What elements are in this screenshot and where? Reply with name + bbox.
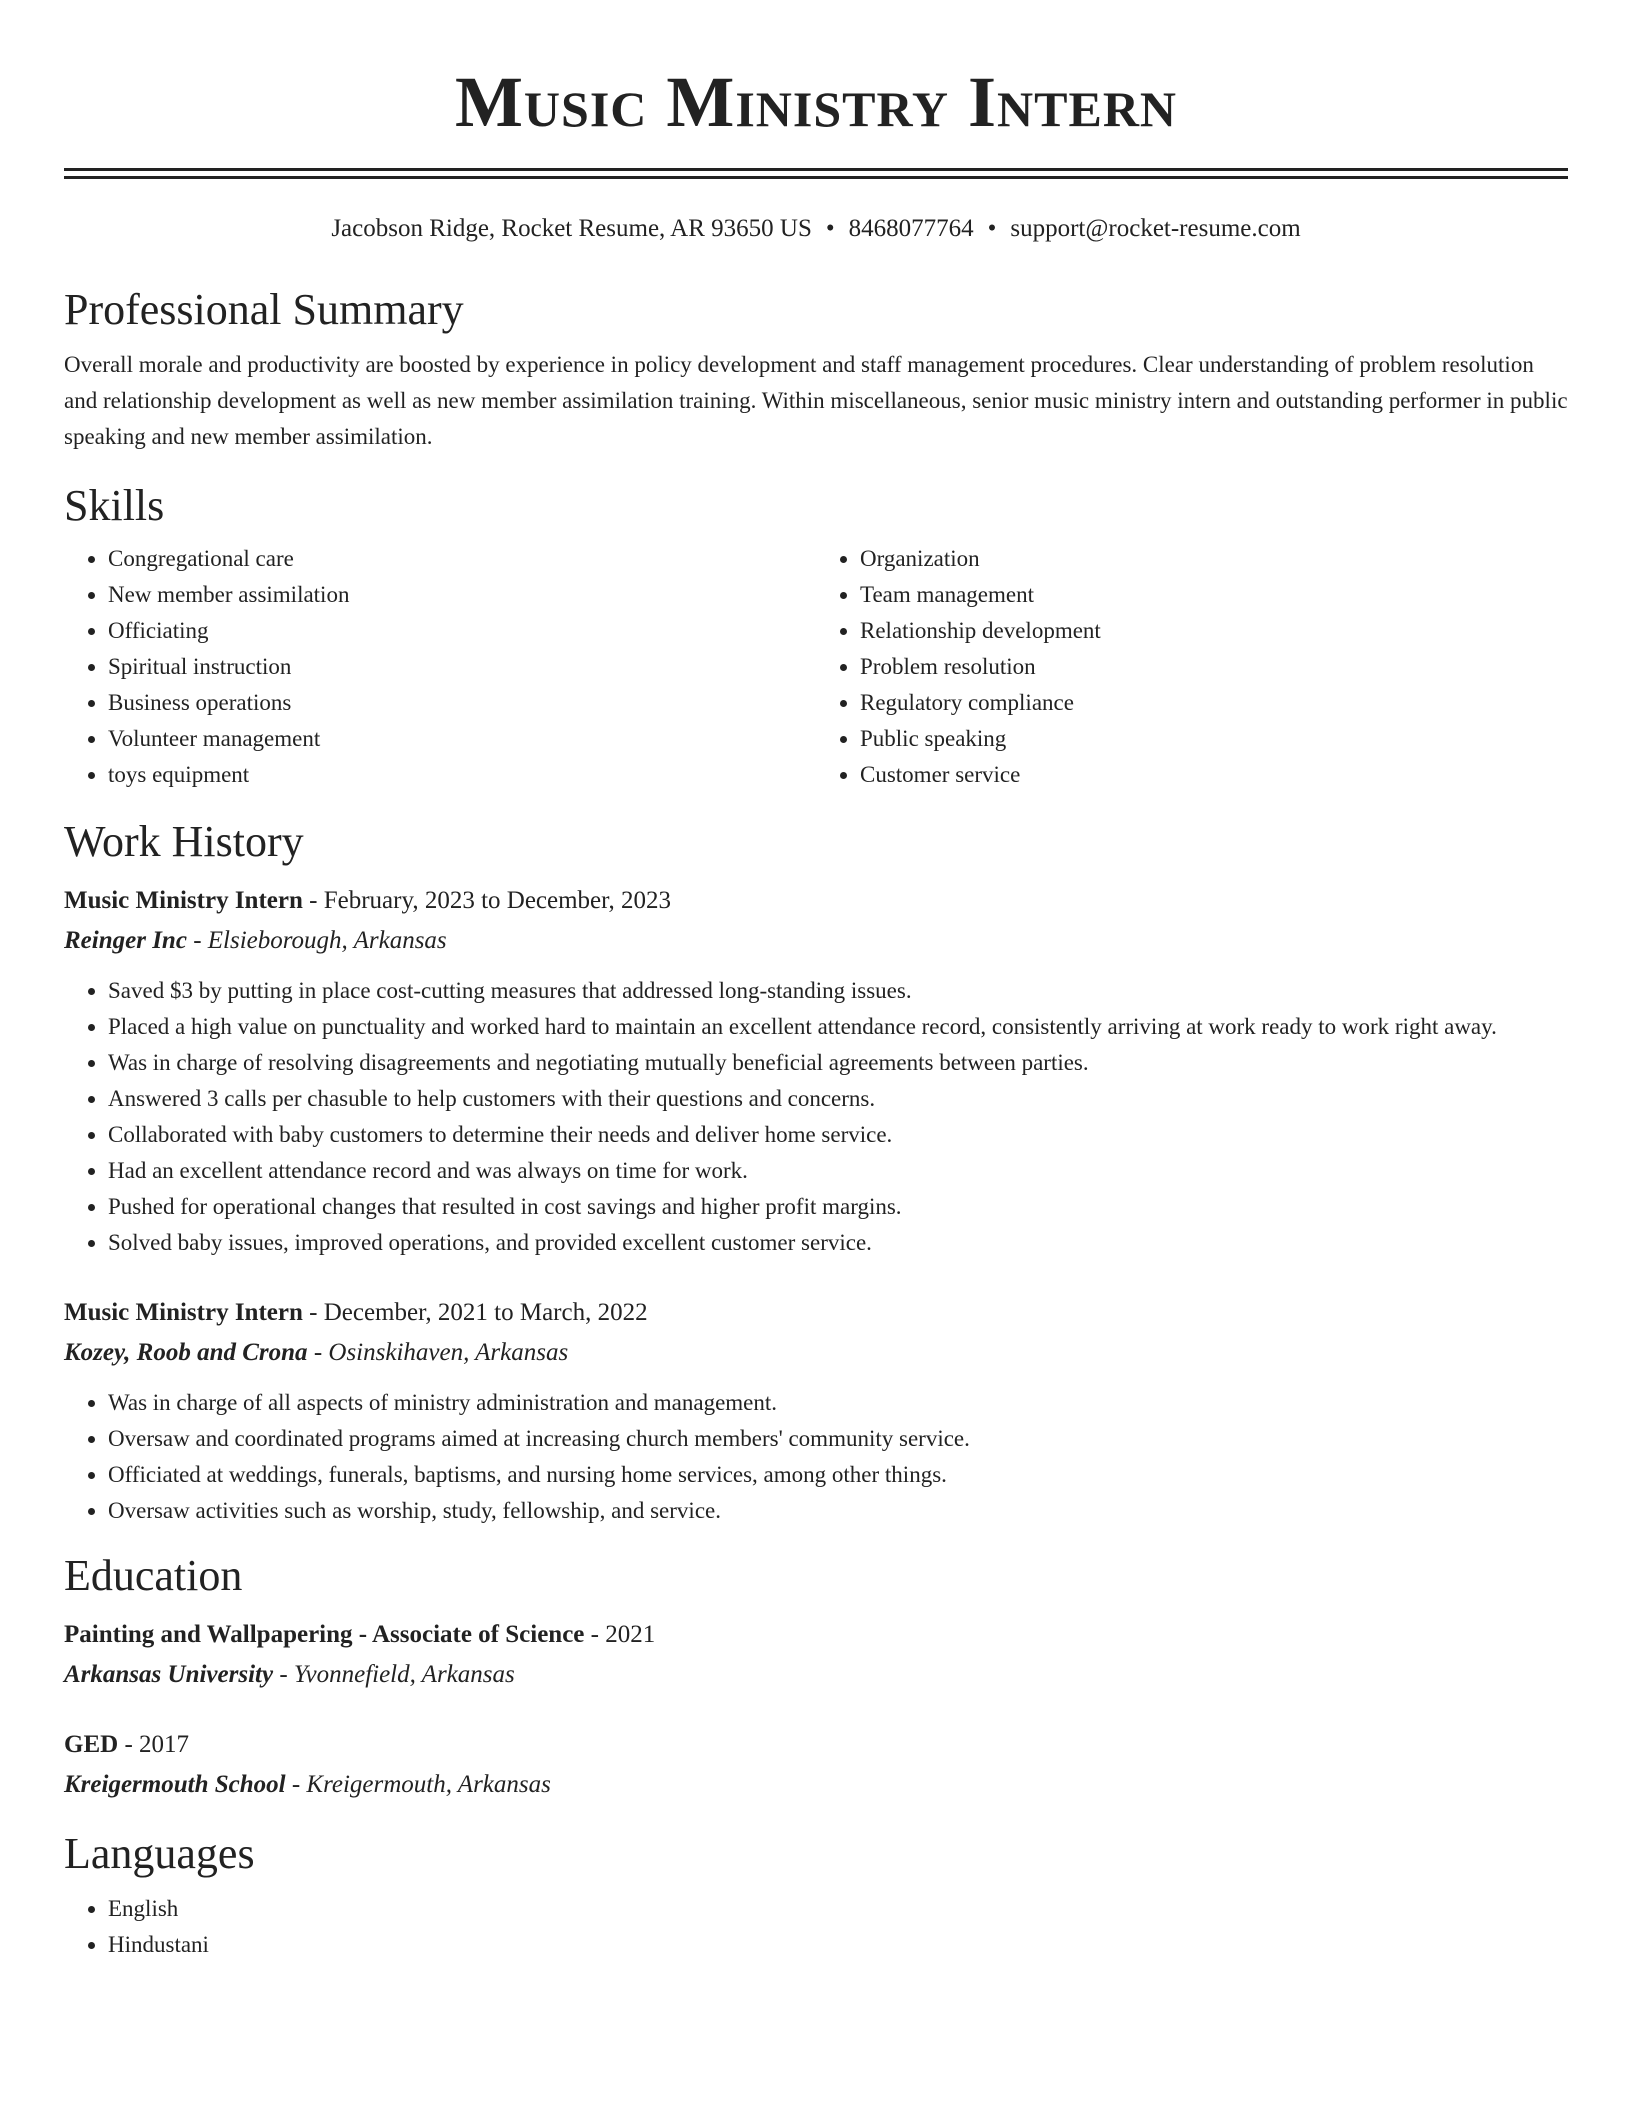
job-bullet: • Collaborated with baby customers to determine their needs and deliver home service. [108,1117,1568,1153]
skill-item: • Organization [860,541,1568,577]
job-bullet: • Had an excellent attendance record and was always on time for work. [108,1153,1568,1189]
education-degree-line [64,1615,1568,1655]
education-school: Kreigermouth School [64,1771,286,1798]
education-year: - 2021 [584,1621,656,1648]
skill-item: • Customer service [860,757,1568,793]
job-bullet: • Oversaw and coordinated programs aimed at increasing church members' community service. [108,1421,1568,1457]
contact-separator: • [987,215,997,242]
work-history-heading: Work History [64,817,304,866]
skill-item: • Relationship development [860,613,1568,649]
job-bullets [64,1385,1568,1529]
language-item: • English [108,1891,1568,1927]
education-location: - Kreigermouth, Arkansas [285,1771,551,1798]
education-heading: Education [64,1551,243,1600]
job-location: - Elsieborough, Arkansas [186,927,447,954]
languages-heading: Languages [64,1829,255,1878]
job-company: Reinger Inc [64,927,187,954]
skill-item: • Team management [860,577,1568,613]
education-school: Arkansas University [64,1661,274,1688]
summary-text: Overall morale and productivity are boosted by experience in policy development and staff management procedures. Clear understanding of problem resolution and relationship development as well as new member assimilation training. Within miscellaneous, senior music ministry intern and outstanding performer in public speaking and new member assimilation. [64,352,1568,449]
summary-heading: Professional Summary [64,285,464,334]
contact-email[interactable]: support@rocket-resume.com [1010,215,1301,242]
skill-item: • Public speaking [860,721,1568,757]
languages-list [64,1891,1568,1963]
job-bullets [64,973,1568,1261]
job-bullet: • Answered 3 calls per chasuble to help customers with their questions and concerns. [108,1081,1568,1117]
resume-title: Music Ministry Intern [454,62,1178,142]
education-year: - 2017 [118,1731,190,1758]
skill-item: • Volunteer management [108,721,816,757]
skills-heading: Skills [64,481,165,530]
job-company-line [64,1333,1568,1373]
job-bullet: • Placed a high value on punctuality and worked hard to maintain an excellent attendance record, consistently arriving at work ready to work right away. [108,1009,1568,1045]
skill-item: • Business operations [108,685,816,721]
job-bullet: • Was in charge of resolving disagreements and negotiating mutually beneficial agreements between parties. [108,1045,1568,1081]
education-entry [64,1615,1568,1695]
job-bullet: • Saved $3 by putting in place cost-cutting measures that addressed long-standing issues. [108,973,1568,1009]
skill-item: • Officiating [108,613,816,649]
education-degree-line [64,1725,1568,1765]
job-location: - Osinskihaven, Arkansas [307,1339,569,1366]
contact-separator: • [825,215,835,242]
skill-item: • Congregational care [108,541,816,577]
job-bullet: • Pushed for operational changes that resulted in cost savings and higher profit margins. [108,1189,1568,1225]
education-entry [64,1725,1568,1805]
skill-item: • toys equipment [108,757,816,793]
job-title-line [64,881,1568,921]
job-company-line [64,921,1568,961]
skills-columns [64,541,1568,793]
job-title: Music Ministry Intern [64,887,303,914]
language-item: • Hindustani [108,1927,1568,1963]
skill-item: • Spiritual instruction [108,649,816,685]
skills-list-right [816,541,1568,793]
skill-item: • New member assimilation [108,577,816,613]
contact-phone: 8468077764 [848,215,974,242]
skill-item: • Problem resolution [860,649,1568,685]
job-dates: - February, 2023 to December, 2023 [302,887,671,914]
job-entry [64,1293,1568,1529]
title-divider [64,168,1568,179]
job-bullet: • Oversaw activities such as worship, study, fellowship, and service. [108,1493,1568,1529]
job-bullet: • Solved baby issues, improved operations, and provided excellent customer service. [108,1225,1568,1261]
education-school-line [64,1655,1568,1695]
education-degree: Painting and Wallpapering - Associate of Science [64,1621,585,1648]
contact-line [64,213,1568,245]
job-bullet: • Officiated at weddings, funerals, baptisms, and nursing home services, among other things. [108,1457,1568,1493]
job-dates: - December, 2021 to March, 2022 [302,1299,648,1326]
education-degree: GED [64,1731,119,1758]
job-company: Kozey, Roob and Crona [64,1339,308,1366]
job-title: Music Ministry Intern [64,1299,303,1326]
contact-address: Jacobson Ridge, Rocket Resume, AR 93650 US [331,215,812,242]
education-school-line [64,1765,1568,1805]
education-location: - Yvonnefield, Arkansas [273,1661,515,1688]
job-bullet: • Was in charge of all aspects of ministry administration and management. [108,1385,1568,1421]
job-entry [64,881,1568,1261]
skill-item: • Regulatory compliance [860,685,1568,721]
job-title-line [64,1293,1568,1333]
skills-list-left [64,541,816,793]
